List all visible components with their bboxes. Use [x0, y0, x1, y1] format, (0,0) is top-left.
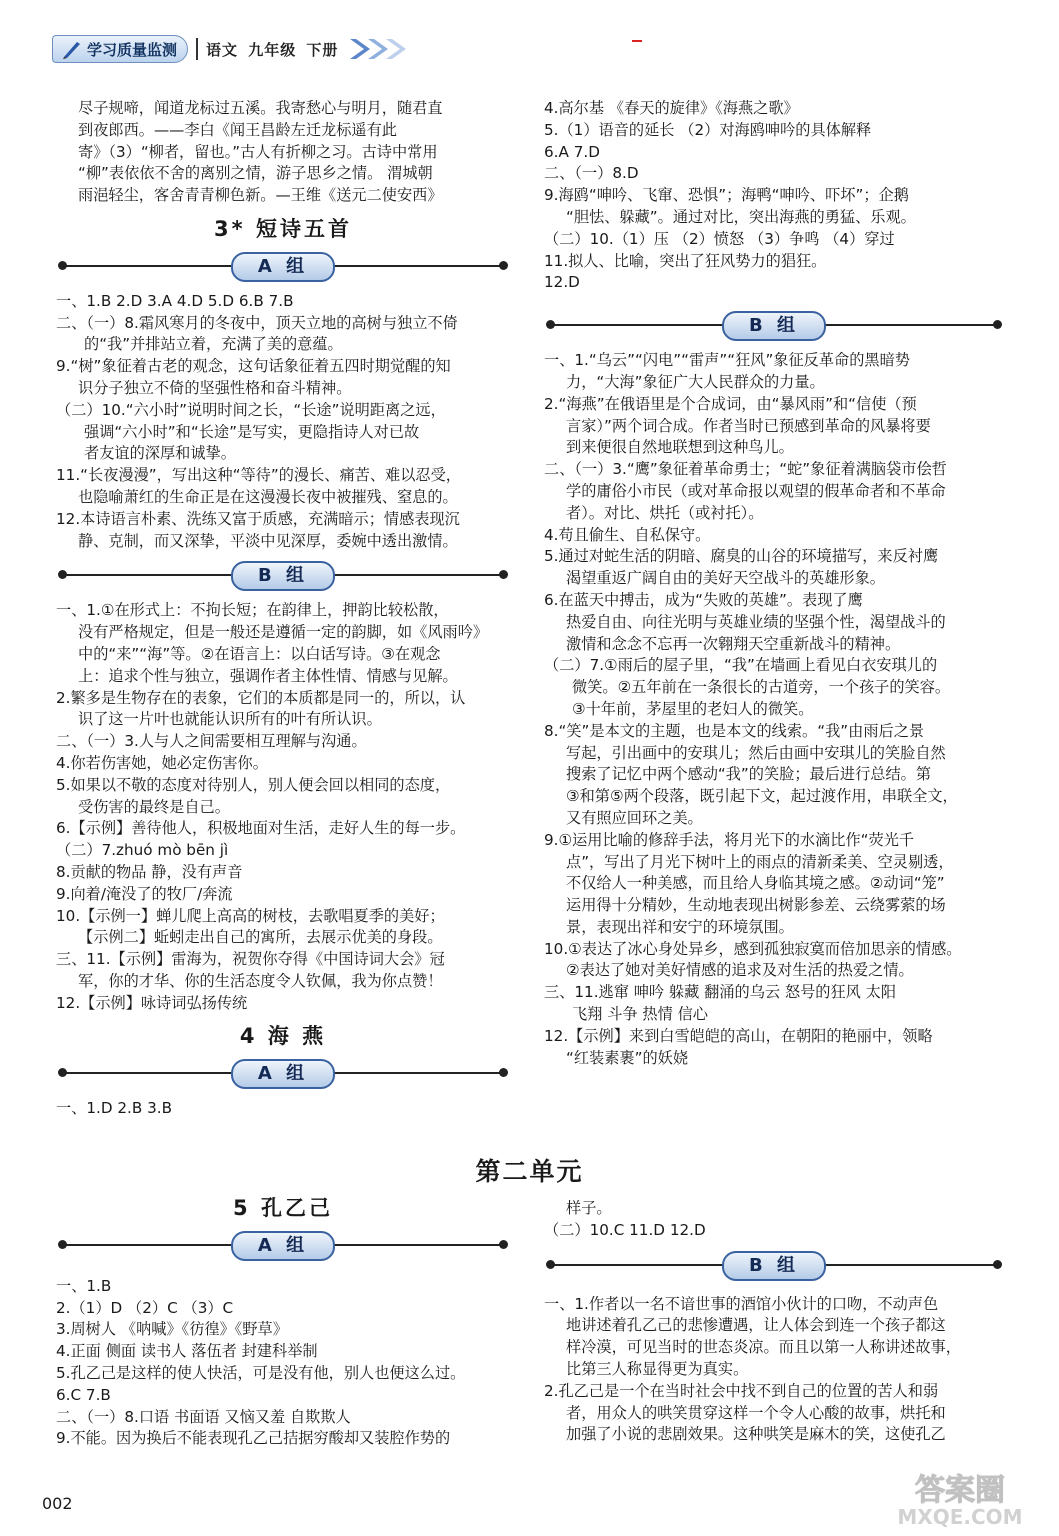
answer-line: 【示例二】蚯蚓走出自己的寓所，去展示优美的身段。	[78, 928, 443, 947]
answer-line: 二、（一）3.“鹰”象征着革命勇士；“蛇”象征着满脑袋市侩哲	[544, 460, 947, 479]
chevron-arrows-icon	[348, 36, 428, 62]
answer-line: 力，“大海”象征广大人民群众的力量。	[566, 372, 825, 391]
answer-line: 5.通过对蛇生活的阴暗、腐臭的山谷的环境描写，来反衬鹰	[544, 547, 939, 566]
group-a-divider	[56, 249, 510, 283]
answer-line: 学的庸俗小市民（或对革命报以观望的假革命者和不革命	[566, 481, 946, 500]
answer-line: 4.高尔基 《春天的旋律》《海燕之歌》	[544, 99, 799, 117]
answer-line: 一、1.B 2.D 3.A 4.D 5.D 6.B 7.B	[56, 291, 294, 310]
group-b-divider	[544, 308, 1004, 342]
red-mark	[632, 40, 642, 42]
group-a-label: A 组	[231, 1231, 335, 1261]
lesson-title-4: 4 海 燕	[239, 1024, 327, 1049]
pen-icon	[61, 38, 83, 60]
series-title: 学习质量监测	[87, 40, 178, 59]
watermark-text: 答案圈	[915, 1473, 1005, 1508]
answer-line: 5.如果以不敬的态度对待别人，别人便会回以相同的态度，	[56, 775, 451, 794]
lesson-title-3: 3* 短诗五首	[214, 216, 352, 241]
answer-line: 言家）”两个词合成。作者当时已预感到革命的风暴将要	[566, 416, 931, 435]
answer-line: 二、（一）3.人与人之间需要相互理解与沟通。	[56, 732, 367, 751]
left-column	[56, 98, 510, 1120]
answer-line: 9.向着/淹没了的牧厂/奔流	[56, 884, 233, 903]
grade-label: 九年级	[248, 40, 297, 59]
answer-line: 地讲述着孔乙己的悲惨遭遇，让人体会到连一个孩子都这	[566, 1316, 946, 1335]
answer-line: 11.“长夜漫漫”，写出这种“等待”的漫长、痛苦、难以忍受，	[56, 466, 461, 485]
answer-line: 搜索了记忆中两个感动“我”的笑脸；最后进行总结。第	[566, 765, 932, 784]
group-b-label: B 组	[722, 1251, 826, 1281]
answer-line: 受伤害的最终是自己。	[78, 797, 230, 816]
answer-line: 者）。对比、烘托（或衬托）。	[566, 503, 764, 522]
answer-line: 6.A 7.D	[544, 142, 600, 161]
answer-line: 9.海鸥“呻吟、飞窜、恐惧”；海鸭“呻吟、吓坏”；企鹅	[544, 186, 909, 205]
page-header	[52, 34, 428, 64]
answer-line: 6.在蓝天中搏击，成为“失败的英雄”。表现了鹰	[544, 590, 863, 609]
answer-line: 6.C 7.B	[56, 1385, 111, 1404]
answer-line: 9.“树”象征着古老的观念，这句话象征着五四时期觉醒的知	[56, 357, 451, 376]
answer-line: 静、克制，而又深挚，平淡中见深厚，委婉中透出激情。	[78, 531, 458, 550]
answer-line: （二）10.“六小时”说明时间之长，“长途”说明距离之远，	[56, 400, 446, 419]
answer-line: 三、11.【示例】雷海为，祝贺你夺得《中国诗词大会》冠	[56, 950, 445, 969]
right-column-bottom	[544, 1198, 1004, 1446]
answer-line: 渴望重返广阔自由的美好天空战斗的英雄形象。	[566, 569, 885, 588]
header-divider	[196, 38, 198, 60]
answer-line: 上：追求个性与独立，强调作者主体性情、情感与见解。	[78, 666, 458, 685]
answer-line: 10.【示例一】蝉儿爬上高高的树枝，去歌唱夏季的美好；	[56, 906, 445, 925]
answer-line: 9.①运用比喻的修辞手法，将月光下的水滴比作“荧光千	[544, 830, 915, 849]
answer-line: 微笑。②五年前在一条很长的古道旁，一个孩子的笑容。	[572, 678, 951, 697]
group-a-label: A 组	[231, 1059, 335, 1089]
answer-line: 者友谊的深厚和诚挚。	[84, 444, 236, 463]
answer-line: 12.本诗语言朴素、洗练又富于质感，充满暗示；情感表现沉	[56, 509, 460, 528]
answer-line: 样冷漠，可见当时的世态炎凉。而且以第一人称讲述故事，	[566, 1338, 961, 1357]
answer-line: 者，用众人的哄笑贯穿这样一个令人心酸的故事，烘托和	[566, 1403, 946, 1422]
answer-line: 加强了小说的悲剧效果。这种哄笑是麻木的笑，这使孔乙	[566, 1425, 946, 1444]
group-a-divider	[56, 1056, 510, 1090]
answer-line: 4.正面 侧面 读书人 落伍者 封建科举制	[56, 1342, 318, 1361]
answer-line: 一、1.B	[56, 1276, 112, 1295]
answer-line: 识了这一片叶也就能认识所有的叶有所认识。	[78, 710, 382, 729]
answer-line: 三、11.逃窜 呻吟 躲藏 翻涌的乌云 怒号的狂风 太阳	[544, 983, 897, 1002]
answer-line: 写起，引出画中的安琪儿；然后由画中安琪儿的笑脸自然	[566, 743, 946, 762]
answer-line: 没有严格规定，但是一般还是遵循一定的韵脚，如《风雨吟》	[78, 623, 489, 642]
subject-label: 语文	[206, 40, 239, 59]
answer-line: 12.D	[544, 273, 580, 292]
group-b-divider	[544, 1248, 1004, 1282]
unit-title: 第二单元	[475, 1157, 584, 1186]
text-line: “柳”表依依不舍的离别之情，游子思乡之情。 渭城朝	[78, 164, 433, 183]
answer-line: （二）7.zhuó mò bēn jì	[56, 841, 229, 860]
answer-line: 6.【示例】善待他人，积极地面对生活，走好人生的每一步。	[56, 819, 466, 838]
answer-line: 一、1.①在形式上：不拘长短；在韵律上，押韵比较松散，	[56, 601, 449, 620]
answer-line: 2.（1）D （2）C （3）C	[56, 1298, 234, 1317]
answer-line: 4.你若伤害她，她必定伤害你。	[56, 753, 268, 772]
answer-line: 4.苟且偷生、自私保守。	[544, 525, 711, 544]
text-line: 尽子规啼，闻道龙标过五溪。我寄愁心与明月，随君直	[78, 99, 443, 117]
answer-line: “胆怯、躲藏”。通过对比，突出海燕的勇猛、乐观。	[566, 207, 916, 226]
answer-line: 中的“来”“海”等。②在语言上：以白话写诗。③在观念	[78, 644, 441, 663]
answer-line: 二、（一）8.口语 书面语 又恼又羞 自欺欺人	[56, 1407, 351, 1426]
answer-line: （二）10.（1）压 （2）愤怒 （3）争鸣 （4）穿过	[544, 229, 895, 248]
group-b-divider	[56, 558, 510, 592]
answer-line: 2.繁多是生物存在的表象，它们的本质都是同一的，所以，认	[56, 688, 466, 707]
answer-line: ③和第⑤两个段落，既引起下文，起过渡作用，串联全文，	[566, 787, 958, 806]
left-column-bottom	[56, 1198, 510, 1450]
answer-line: 一、1.“乌云”“闪电”“雷声”“狂风”象征反革命的黑暗势	[544, 351, 910, 370]
answer-line: 12.【示例】咏诗词弘扬传统	[56, 993, 248, 1012]
series-badge	[52, 35, 188, 63]
answer-line: 到来便很自然地联想到这种鸟儿。	[566, 438, 794, 457]
answer-line: 11.拟人、比喻，突出了狂风势力的猖狂。	[544, 251, 827, 270]
watermark-logo	[880, 1468, 1040, 1530]
answer-line: 飞翔 斗争 热情 信心	[572, 1005, 708, 1024]
volume-label: 下册	[306, 40, 339, 59]
answer-line: 10.①表达了冰心身处异乡，感到孤独寂寞而倍加思亲的情感。	[544, 939, 962, 958]
lesson-title-5: 5 孔乙己	[233, 1196, 333, 1220]
answer-line: 二、（一）8.霜风寒月的冬夜中，顶天立地的高树与独立不倚	[56, 313, 458, 332]
answer-line: 一、1.D 2.B 3.B	[56, 1099, 173, 1118]
answer-line: 2.“海燕”在俄语里是个合成词，由“暴风雨”和“信使（预	[544, 394, 917, 413]
answer-line: 2.孔乙己是一个在当时社会中找不到自己的位置的苦人和弱	[544, 1381, 939, 1400]
right-column	[544, 98, 1004, 1069]
group-b-label: B 组	[722, 311, 826, 341]
answer-line: 运用得十分精妙，生动地表现出树影参差、云绕雾萦的场	[566, 896, 946, 915]
answer-line: 不仅给人一种美感，而且给人身临其境之感。②动词“笼”	[566, 874, 945, 893]
answer-line: 激情和念念不忘再一次翱翔天空重新战斗的精神。	[566, 634, 901, 653]
answer-line: ②表达了她对美好情感的追求及对生活的热爱之情。	[566, 961, 914, 980]
answer-line: 的“我”并排站立着，充满了美的意蕴。	[84, 335, 343, 354]
group-a-divider	[56, 1228, 510, 1262]
watermark-url: MXQE.COM	[897, 1505, 1023, 1529]
answer-line: 12.【示例】来到白雪皑皑的高山，在朝阳的艳丽中，领略	[544, 1026, 933, 1045]
text-line: 到夜郎西。——李白《闻王昌龄左迁龙标遥有此	[78, 120, 397, 139]
answer-line: 9.不能。因为换后不能表现孔乙己拮据穷酸却又装腔作势的	[56, 1429, 451, 1448]
answer-line: 识分子独立不倚的坚强性格和奋斗精神。	[78, 378, 352, 397]
answer-line: 一、1.作者以一名不谙世事的酒馆小伙计的口吻，不动声色	[544, 1294, 939, 1313]
answer-line: 比第三人称显得更为真实。	[566, 1359, 749, 1378]
answer-line: 又有照应回环之美。	[566, 808, 703, 827]
answer-line: ③十年前，茅屋里的老妇人的微笑。	[572, 699, 814, 718]
answer-line: 军，你的才华、你的生活态度令人钦佩，我为你点赞！	[78, 971, 443, 990]
text-line: 寄》（3）“柳者，留也。”古人有折柳之习。古诗中常用	[78, 142, 438, 161]
answer-line: 8.“笑”是本文的主题，也是本文的线索。“我”由雨后之景	[544, 721, 925, 740]
answer-line: 5.孔乙己是这样的使人快活，可是没有他，别人也便这么过。	[56, 1363, 466, 1382]
answer-line: 强调“六小时”和“长途”是写实，更隐指诗人对已故	[84, 422, 420, 441]
answer-line: 点”，写出了月光下树叶上的雨点的清新柔美、空灵剔透，	[566, 852, 954, 871]
answer-line: 样子。	[566, 1199, 612, 1217]
answer-line: 3.周树人 《呐喊》《彷徨》《野草》	[56, 1320, 288, 1339]
answer-line: （二）7.①雨后的屋子里，“我”在墙画上看见白衣安琪儿的	[544, 656, 938, 675]
answer-line: “红装素裹”的妖娆	[566, 1048, 689, 1067]
answer-line: 景，表现出祥和安宁的环境氛围。	[566, 917, 794, 936]
answer-line: 二、（一）8.D	[544, 164, 639, 183]
answer-line: 5.（1）语音的延长 （2）对海鸥呻吟的具体解释	[544, 120, 872, 139]
answer-line: （二）10.C 11.D 12.D	[544, 1220, 706, 1239]
answer-line: 也隐喻萧红的生命正是在这漫漫长夜中被摧残、窒息的。	[78, 487, 458, 506]
answer-line: 8.贡献的物品 静，没有声音	[56, 862, 243, 881]
group-a-label: A 组	[231, 252, 335, 282]
page-number: 002	[42, 1494, 73, 1513]
group-b-label: B 组	[231, 561, 335, 591]
answer-line: 热爱自由、向往光明与英雄业绩的坚强个性，渴望战斗的	[566, 612, 946, 631]
text-line: 雨浥轻尘，客舍青青柳色新。—王维《送元二使安西》	[78, 186, 443, 205]
